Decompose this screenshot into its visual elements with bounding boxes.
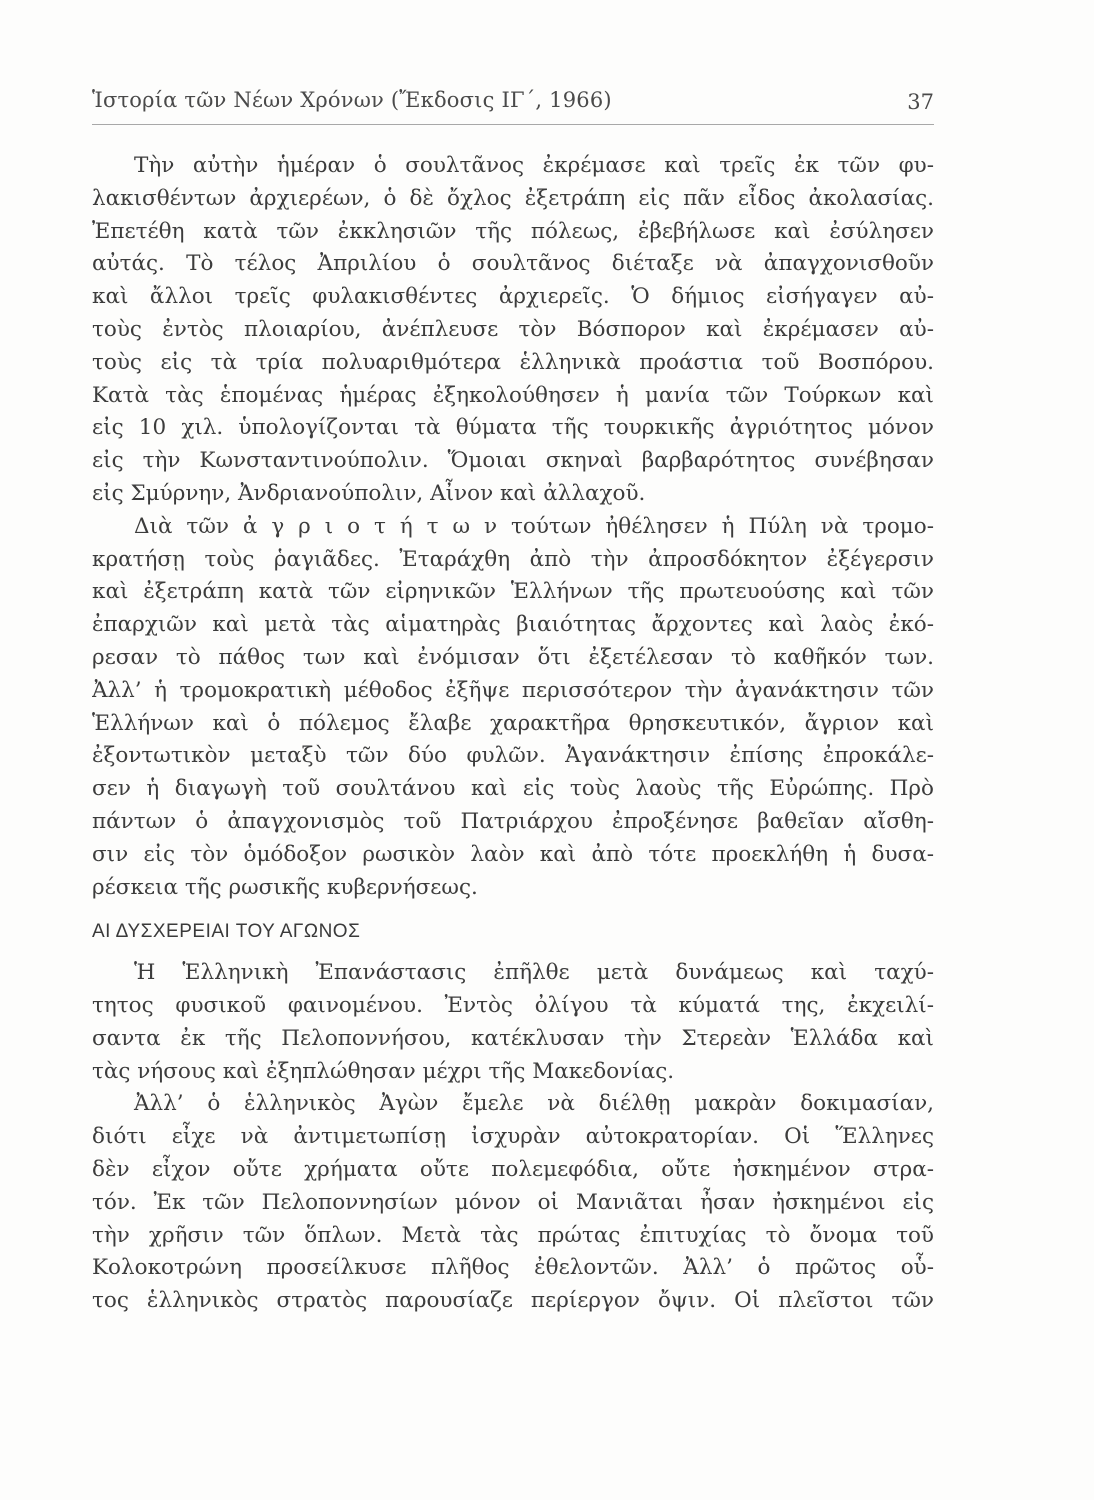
text-line: ρεσαν τὸ πάθος των καὶ ἐνόμισαν ὅτι ἐξετέλεσαν τὸ καθῆκόν των. bbox=[92, 644, 934, 670]
section-heading: ΑΙ ΔΥΣΧΕΡΕΙΑΙ ΤΟΥ ΑΓΩΝΟΣ bbox=[92, 921, 361, 943]
text-line: λακισθέντων ἀρχιερέων, ὁ δὲ ὄχλος ἐξετράπη εἰς πᾶν εἶδος ἀκολασίας. bbox=[92, 185, 934, 211]
text-line: Τὴν αὐτὴν ἡμέραν ὁ σουλτᾶνος ἐκρέμασε καὶ τρεῖς ἐκ τῶν φυ- bbox=[134, 153, 934, 178]
paragraph-1 bbox=[92, 150, 934, 511]
text-line: Ἀλλ’ ἡ τρομοκρατικὴ μέθοδος ἐξῆψε περισσότερον τὴν ἀγανάκτησιν τῶν bbox=[92, 677, 934, 703]
paragraph-2 bbox=[92, 511, 934, 905]
text-line: τόν. Ἐκ τῶν Πελοποννησίων μόνον οἱ Μανιᾶται ἦσαν ἠσκημένοι εἰς bbox=[92, 1189, 934, 1215]
paragraph-4 bbox=[92, 1088, 934, 1318]
text-line: αὐτάς. Τὸ τέλος Ἀπριλίου ὁ σουλτᾶνος διέταξε νὰ ἀπαγχονισθοῦν bbox=[92, 251, 934, 277]
body-text bbox=[92, 150, 934, 1318]
text-line: τὰς νήσους καὶ ἐξηπλώθησαν μέχρι τῆς Μακεδονίας. bbox=[92, 1058, 675, 1084]
text-line: Ἑλλήνων καὶ ὁ πόλεμος ἔλαβε χαρακτῆρα θρησκευτικόν, ἄγριον καὶ bbox=[92, 710, 934, 736]
text-line: εἰς τὴν Κωνσταντινούπολιν. Ὅμοιαι σκηναὶ βαρβαρότητος συνέβησαν bbox=[92, 448, 934, 474]
text-line: σαντα ἐκ τῆς Πελοποννήσου, κατέκλυσαν τὴν Στερεὰν Ἑλλάδα καὶ bbox=[92, 1025, 934, 1051]
text-line: Κολοκοτρώνη προσείλκυσε πλῆθος ἐθελοντῶν. Ἀλλ’ ὁ πρῶτος οὗ- bbox=[92, 1255, 934, 1281]
text-line: τὴν χρῆσιν τῶν ὅπλων. Μετὰ τὰς πρώτας ἐπιτυχίας τὸ ὄνομα τοῦ bbox=[92, 1222, 934, 1248]
text-line: τος ἑλληνικὸς στρατὸς παρουσίαζε περίεργον ὄψιν. Οἱ πλεῖστοι τῶν bbox=[92, 1288, 934, 1314]
text-line: Κατὰ τὰς ἑπομένας ἡμέρας ἐξηκολούθησεν ἡ μανία τῶν Τούρκων καὶ bbox=[92, 382, 934, 408]
running-title: Ἱστορία τῶν Νέων Χρόνων (Ἔκδοσις ΙΓ΄, 1966) bbox=[92, 88, 612, 112]
text-line: τητος φυσικοῦ φαινομένου. Ἐντὸς ὀλίγου τὰ κύματά της, ἐκχειλί- bbox=[92, 992, 934, 1018]
text-line: εἰς Σμύρνην, Ἀνδριανούπολιν, Αἶνον καὶ ἀλλαχοῦ. bbox=[92, 480, 646, 506]
text-line: κρατήσῃ τοὺς ῥαγιᾶδες. Ἐταράχθη ἀπὸ τὴν ἀπροσδόκητον ἐξέγερσιν bbox=[92, 546, 934, 572]
text-line: εἰς 10 χιλ. ὑπολογίζονται τὰ θύματα τῆς τουρκικῆς ἀγριότητος μόνον bbox=[92, 415, 934, 441]
text-line: Ἐπετέθη κατὰ τῶν ἐκκλησιῶν τῆς πόλεως, ἐβεβήλωσε καὶ ἐσύλησεν bbox=[92, 218, 934, 244]
text-line: καὶ ἐξετράπη κατὰ τῶν εἰρηνικῶν Ἑλλήνων τῆς πρωτευούσης καὶ τῶν bbox=[92, 579, 934, 605]
text-line: δὲν εἶχον οὔτε χρήματα οὔτε πολεμεφόδια, οὔτε ἠσκημένον στρα- bbox=[92, 1156, 934, 1182]
paragraph-3 bbox=[92, 957, 934, 1088]
text-line: ἐξοντωτικὸν μεταξὺ τῶν δύο φυλῶν. Ἀγανάκτησιν ἐπίσης ἐπροκάλε- bbox=[92, 743, 934, 769]
text-line: σιν εἰς τὸν ὁμόδοξον ρωσικὸν λαὸν καὶ ἀπὸ τότε προεκλήθη ἡ δυσα- bbox=[92, 841, 934, 867]
text-line: ρέσκεια τῆς ρωσικῆς κυβερνήσεως. bbox=[92, 874, 478, 900]
page-number: 37 bbox=[907, 90, 934, 114]
running-head bbox=[92, 84, 934, 118]
text-line: Διὰ τῶν ἀ γ ρ ι ο τ ή τ ω ν τούτων ἠθέλησεν ἡ Πύλη νὰ τρομο- bbox=[134, 513, 934, 539]
text-line: πάντων ὁ ἀπαγχονισμὸς τοῦ Πατριάρχου ἐπροξένησε βαθεῖαν αἴσθη- bbox=[92, 808, 934, 834]
text-line: διότι εἶχε νὰ ἀντιμετωπίσῃ ἰσχυρὰν αὐτοκρατορίαν. Οἱ Ἕλληνες bbox=[92, 1124, 934, 1150]
text-line: καὶ ἄλλοι τρεῖς φυλακισθέντες ἀρχιερεῖς. Ὁ δήμιος εἰσήγαγεν αὐ- bbox=[92, 284, 934, 310]
text-line: Ἡ Ἑλληνικὴ Ἐπανάστασις ἐπῆλθε μετὰ δυνάμεως καὶ ταχύ- bbox=[134, 960, 934, 986]
header-rule bbox=[92, 124, 934, 125]
text-line: Ἀλλ’ ὁ ἑλληνικὸς Ἀγὼν ἔμελε νὰ διέλθῃ μακρὰν δοκιμασίαν, bbox=[134, 1091, 934, 1117]
text-line: τοὺς εἰς τὰ τρία πολυαριθμότερα ἑλληνικὰ προάστια τοῦ Βοσπόρου. bbox=[92, 349, 934, 375]
text-line: σεν ἡ διαγωγὴ τοῦ σουλτάνου καὶ εἰς τοὺς λαοὺς τῆς Εὐρώπης. Πρὸ bbox=[92, 776, 934, 802]
text-line: ἐπαρχιῶν καὶ μετὰ τὰς αἱματηρὰς βιαιότητας ἄρχοντες καὶ λαὸς ἐκό- bbox=[92, 612, 934, 638]
text-line: τοὺς ἐντὸς πλοιαρίου, ἀνέπλευσε τὸν Βόσπορον καὶ ἐκρέμασεν αὐ- bbox=[92, 316, 934, 342]
